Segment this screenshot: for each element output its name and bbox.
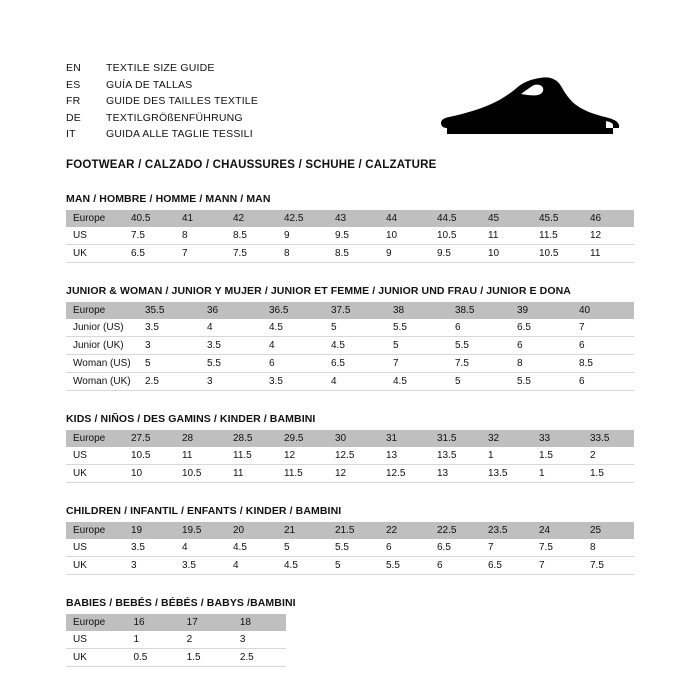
cell: 38 [386,302,448,319]
cell: 11 [481,227,532,245]
cell: 4 [226,556,277,574]
section-junior-woman [66,285,634,391]
cell: 5 [138,354,200,372]
cell: 5.5 [200,354,262,372]
cell: 2.5 [233,648,286,666]
table-row [66,354,634,372]
cell: 6 [572,336,634,354]
cell: 31.5 [430,430,481,447]
cell: 40 [572,302,634,319]
table-row [66,631,286,649]
cell: 6.5 [510,319,572,337]
cell: 10.5 [430,227,481,245]
table-row [66,614,286,631]
row-label: Junior (UK) [66,336,138,354]
cell: 10.5 [532,244,583,262]
language-row [66,79,258,96]
cell: 23.5 [481,522,532,539]
section-babies [66,597,634,667]
cell: 5 [324,319,386,337]
cell: 4.5 [277,556,328,574]
language-code: ES [66,78,81,91]
row-label: US [66,539,124,557]
cell: 7.5 [583,556,634,574]
cell: 6 [448,319,510,337]
row-label: Europe [66,522,124,539]
row-label: UK [66,464,124,482]
cell: 4 [324,372,386,390]
cell: 4 [175,539,226,557]
cell: 6 [262,354,324,372]
cell: 7.5 [226,244,277,262]
cell: 4 [262,336,324,354]
row-label: US [66,447,124,465]
cell: 42.5 [277,210,328,227]
cell: 22.5 [430,522,481,539]
cell: 36 [200,302,262,319]
language-text: GUÍA DE TALLAS [106,78,193,91]
cell: 32 [481,430,532,447]
cell: 11 [175,447,226,465]
cell: 44.5 [430,210,481,227]
section-title: CHILDREN / INFANTIL / ENFANTS / KINDER / BAMBINI [66,504,342,517]
cell: 11.5 [226,447,277,465]
cell: 37.5 [324,302,386,319]
cell: 21.5 [328,522,379,539]
cell: 5 [386,336,448,354]
cell: 9 [277,227,328,245]
cell: 6 [430,556,481,574]
language-code: DE [66,111,81,124]
cell: 3 [233,631,286,649]
cell: 5.5 [386,319,448,337]
cell: 4.5 [386,372,448,390]
row-label: Europe [66,614,126,631]
cell: 6 [379,539,430,557]
cell: 3 [200,372,262,390]
cell: 7.5 [124,227,175,245]
table-row [66,430,634,447]
cell: 41 [175,210,226,227]
cell: 4.5 [226,539,277,557]
category-title: FOOTWEAR / CALZADO / CHAUSSURES / SCHUHE / CALZATURE [66,158,437,171]
table-row [66,556,634,574]
cell: 12 [328,464,379,482]
cell: 8 [175,227,226,245]
row-label: Europe [66,430,124,447]
cell: 9.5 [430,244,481,262]
row-label: UK [66,648,126,666]
size-table-babies [66,614,286,667]
cell: 6 [572,372,634,390]
cell: 7 [175,244,226,262]
cell: 1 [126,631,179,649]
cell: 24 [532,522,583,539]
size-table-kids [66,430,634,483]
row-label: UK [66,244,124,262]
cell: 1.5 [583,464,634,482]
cell: 5.5 [328,539,379,557]
row-label: Europe [66,302,138,319]
section-title: JUNIOR & WOMAN / JUNIOR Y MUJER / JUNIOR ET FEMME / JUNIOR UND FRAU / JUNIOR E DONA [66,284,571,297]
size-table-children [66,522,634,575]
cell: 16 [126,614,179,631]
cell: 7 [481,539,532,557]
row-label: Junior (US) [66,319,138,337]
row-label: Europe [66,210,124,227]
cell: 5 [277,539,328,557]
cell: 18 [233,614,286,631]
cell: 5 [328,556,379,574]
cell: 12 [277,447,328,465]
cell: 21 [277,522,328,539]
cell: 31 [379,430,430,447]
section-title: BABIES / BEBÉS / BÉBÉS / BABYS /BAMBINI [66,596,296,609]
cell: 10 [379,227,430,245]
row-label: US [66,631,126,649]
cell: 0.5 [126,648,179,666]
cell: 1 [532,464,583,482]
cell: 10.5 [175,464,226,482]
cell: 11 [226,464,277,482]
cell: 45.5 [532,210,583,227]
table-row [66,319,634,337]
cell: 8 [510,354,572,372]
cell: 28.5 [226,430,277,447]
cell: 30 [328,430,379,447]
cell: 12.5 [328,447,379,465]
cell: 7.5 [532,539,583,557]
cell: 3 [124,556,175,574]
cell: 13 [379,447,430,465]
cell: 28 [175,430,226,447]
cell: 35.5 [138,302,200,319]
table-row [66,336,634,354]
table-row [66,210,634,227]
cell: 10.5 [124,447,175,465]
cell: 5.5 [448,336,510,354]
language-title-list [66,62,258,145]
size-table-man [66,210,634,263]
section-kids [66,413,634,483]
cell: 6.5 [430,539,481,557]
cell: 10 [481,244,532,262]
cell: 29.5 [277,430,328,447]
cell: 11 [583,244,634,262]
cell: 1 [481,447,532,465]
table-row [66,648,286,666]
language-code: FR [66,95,81,107]
table-row [66,227,634,245]
cell: 25 [583,522,634,539]
cell: 12.5 [379,464,430,482]
cell: 5.5 [379,556,430,574]
cell: 22 [379,522,430,539]
cell: 5.5 [510,372,572,390]
cell: 12 [583,227,634,245]
cell: 4.5 [262,319,324,337]
section-man [66,193,634,263]
cell: 2 [583,447,634,465]
cell: 8.5 [572,354,634,372]
cell: 7 [532,556,583,574]
cell: 38.5 [448,302,510,319]
cell: 8.5 [226,227,277,245]
section-title: MAN / HOMBRE / HOMME / MANN / MAN [66,192,271,205]
cell: 33 [532,430,583,447]
language-text: TEXTILGRÖßENFÜHRUNG [106,111,243,124]
cell: 3.5 [175,556,226,574]
cell: 3 [138,336,200,354]
language-code: IT [66,128,76,140]
row-label: Woman (UK) [66,372,138,390]
cell: 42 [226,210,277,227]
document-header [66,62,634,171]
cell: 8 [583,539,634,557]
cell: 44 [379,210,430,227]
cell: 6.5 [324,354,386,372]
cell: 9 [379,244,430,262]
cell: 43 [328,210,379,227]
language-row [66,62,258,79]
cell: 8 [277,244,328,262]
table-row [66,539,634,557]
cell: 33.5 [583,430,634,447]
cell: 7.5 [448,354,510,372]
cell: 11.5 [277,464,328,482]
cell: 3.5 [262,372,324,390]
cell: 3.5 [124,539,175,557]
cell: 8.5 [328,244,379,262]
cell: 17 [180,614,233,631]
language-row [66,112,258,129]
cell: 40.5 [124,210,175,227]
cell: 6.5 [481,556,532,574]
language-code: EN [66,62,81,74]
cell: 2 [180,631,233,649]
language-text: GUIDE DES TAILLES TEXTILE [106,95,259,107]
cell: 5 [448,372,510,390]
language-text: GUIDA ALLE TAGLIE TESSILI [106,128,253,140]
cell: 1.5 [532,447,583,465]
cell: 19.5 [175,522,226,539]
table-row [66,447,634,465]
language-row [66,128,258,145]
cell: 45 [481,210,532,227]
language-row [66,95,258,112]
cell: 3.5 [200,336,262,354]
cell: 19 [124,522,175,539]
cell: 6.5 [124,244,175,262]
cell: 3.5 [138,319,200,337]
language-text: TEXTILE SIZE GUIDE [106,62,215,74]
cell: 13 [430,464,481,482]
table-row [66,522,634,539]
table-row [66,244,634,262]
table-row [66,464,634,482]
table-row [66,302,634,319]
cell: 46 [583,210,634,227]
cell: 7 [572,319,634,337]
size-table-junior-woman [66,302,634,391]
section-children [66,505,634,575]
cell: 10 [124,464,175,482]
cell: 6 [510,336,572,354]
cell: 4.5 [324,336,386,354]
cell: 13.5 [481,464,532,482]
cell: 4 [200,319,262,337]
cell: 2.5 [138,372,200,390]
cell: 13.5 [430,447,481,465]
cell: 11.5 [532,227,583,245]
section-title: KIDS / NIÑOS / DES GAMINS / KINDER / BAMBINI [66,412,316,425]
language-title-list-body [66,62,258,145]
table-row [66,372,634,390]
row-label: Woman (US) [66,354,138,372]
cell: 36.5 [262,302,324,319]
dress-shoe-icon [437,72,622,142]
cell: 39 [510,302,572,319]
cell: 7 [386,354,448,372]
row-label: US [66,227,124,245]
cell: 1.5 [180,648,233,666]
cell: 20 [226,522,277,539]
row-label: UK [66,556,124,574]
cell: 9.5 [328,227,379,245]
cell: 27.5 [124,430,175,447]
